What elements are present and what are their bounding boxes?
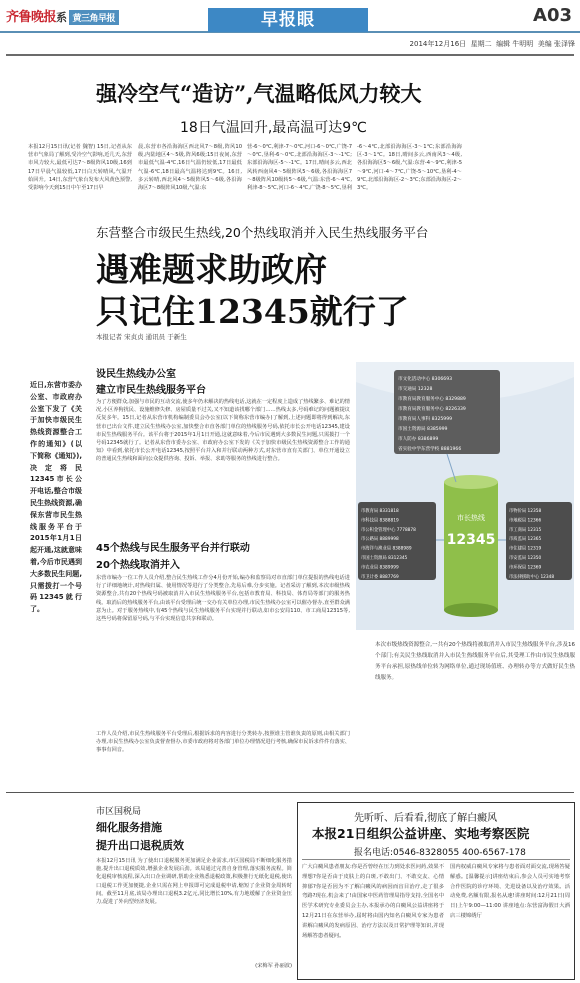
story2-headline-line1: 遇难题求助政府 bbox=[96, 250, 327, 289]
dept-hotline-item: 市文化活动中心 8306693 bbox=[398, 377, 453, 382]
dept-hotline-item: 市安监局 12350 bbox=[509, 556, 542, 561]
story3-kicker: 市区国税局 bbox=[96, 807, 142, 817]
issue-weekday: 星期二 bbox=[470, 40, 492, 48]
story2-kicker: 东营整合市级民生热线,20个热线取消并入民生热线服务平台 bbox=[96, 225, 429, 240]
dept-hotline-item: 市教育局教育服务中心 8329889 bbox=[398, 397, 466, 402]
editor-credit: 编辑 牛明明 bbox=[496, 40, 534, 48]
left-dept-box bbox=[358, 502, 436, 580]
dept-hotline-item: 市人防办 8386899 bbox=[398, 437, 439, 442]
section-rule bbox=[6, 792, 574, 793]
hotline-cylinder bbox=[444, 475, 498, 617]
dept-hotline-item: 市公路局 8889998 bbox=[361, 537, 399, 543]
newspaper-logo bbox=[6, 6, 119, 25]
dept-hotline-item: 市工商局 12315 bbox=[509, 527, 542, 533]
dept-hotline-item: 市物价局 12358 bbox=[509, 509, 542, 514]
ad-subtitle: 先听听、后看看,彻底了解白癜风 bbox=[354, 813, 498, 824]
story1-column: 晨,东营市各沿海海区西北风7～8级,阵风10级,内陆地区4～5级,阵风6级;15日夜间,东营市最低气温-4℃,16日气温仍较低,17日最低气温-6℃,18日最高气温将达到9℃。16日,多云转晴,西北风4～5级阵风5～6级,各沿海海区7～8级阵风10级,气温:东 bbox=[138, 144, 242, 192]
ad-text-right: 国内权威白癜风专家将与患者面对面交流,现场答疑解惑。[温馨提示]讲座结束后,参会人员可实地考察合作医院的诊疗环境、先进设备以及治疗效果。活动免费,名额有限,报名从速!讲座时间:12月21日(周日)上午9:00—11:00 讲座地点:东营富海假日大酒店三楼锦绣厅 bbox=[450, 864, 570, 919]
story2-subhead-b1: 45个热线与民生服务平台并行联动 bbox=[96, 543, 250, 554]
story1-subhead: 18日气温回升,最高温可达9℃ bbox=[180, 120, 367, 136]
dept-hotline-item: 市农业局 8389999 bbox=[361, 565, 399, 571]
brand-series: 系 bbox=[56, 11, 67, 24]
story3-headline-line2: 提升出口退税质效 bbox=[96, 839, 184, 852]
dept-hotline-item: 市卫计委 8887769 bbox=[361, 574, 399, 580]
dept-hotline-item: 市国土资源局 8312345 bbox=[361, 556, 408, 561]
brand-name: 齐鲁晚报 bbox=[6, 10, 57, 25]
story1-column: -6～4℃,北部沿海海区-3～1℃;东部沿海海区-3～1℃。18日,晴间多云,西南风3～4级,各沿海海区5～6级,气温:东营-4～9℃,利津-5～9℃,河口-4～7℃,广饶-5～10℃,垦利-4～9℃,北部沿海海区-2～3℃;东部沿海海区-2～3℃。 bbox=[357, 144, 462, 192]
story3-headline-line1: 细化服务措施 bbox=[96, 821, 162, 834]
ad-box bbox=[297, 802, 575, 980]
story1-column: 营-6～0℃,利津-7～0℃,河口-6～0℃,广饶-7～0℃,垦利-6～0℃,北部沿海海区-3～-1℃;东部沿海海区-5～-1℃。17日,晴间多云,西北风转西南风4～5级阵风5～6级,各沿海海区7～8级阵风10级转5～6级,气温:东营-6～4℃,利津-8～5℃,河口-6～4℃,广饶-8～5℃,垦利 bbox=[247, 144, 352, 192]
hotline-center-label: 市长热线 bbox=[457, 514, 485, 522]
story2-body-a: 为了方便群众,加强与市民的互动交流,使多年仍未解决的热线电话,这就在一定程度上造成了热线繁多、难记的情况,小区养狗扰民、设施维修失修、房屋质量不过关,又不知道该找哪个部门……热线太多,号码难记的问题被提议反复多年。15日,记者从东营市机构编制委员会办公室(以下简称东营市编办)了解到,上述问题即将得到解决,东营市已出台文件,建立民生热线办公室,加快整合市直各部门单位的热线服务号码,依托市长公开电话12345,建设市民生热线服务平台。该平台将于2015年1月1日开通,这就意味着,今后市民遇到大多数民生问题,只需拨打一个号码12345就行了。记者从东营市委办公室、市政府办公室下发的《关于加快市级民生热线资源整合工作的通知》中看到,依托市长公开电话12345,按照平台并入和并行联动两种方式,对东营市直有关部门、单位开通设立的普通民生热线和面向公众提供咨询、投诉、举报、求助等服务的热线进行整合。 bbox=[96, 399, 350, 463]
masthead bbox=[0, 0, 580, 33]
dept-hotline-item: 市教育局人事科 8325999 bbox=[398, 417, 453, 422]
dept-hotline-item: 市环保局 12369 bbox=[509, 565, 542, 571]
story2-subhead-a2: 建立市民生热线服务平台 bbox=[96, 385, 206, 396]
dept-hotline-item: 市住建局 12319 bbox=[509, 546, 542, 552]
story3-signature: (宋梅军 孙丽波) bbox=[255, 963, 292, 969]
dept-hotline-item: 市地税局 12366 bbox=[509, 518, 542, 524]
dept-hotline-item: 市法律援助中心 12348 bbox=[509, 574, 555, 580]
story2-body-c: 工作人员介绍,市民生热线服务平台受理后,根据诉求的内容进行分类转办,按照谁主管谁负责的原则,由相关部门办理,市民生热线办公室负责督查督办,市委市政府将对各部门单位办理情况进行考核,确保市民诉求件件有落实、事事有回音。 bbox=[96, 731, 350, 754]
story2-headline-line2: 只记住12345就行了 bbox=[96, 292, 409, 331]
story2-byline: 本报记者 宋贞贞 通讯员 于新生 bbox=[96, 333, 187, 341]
story2-subhead-b2: 20个热线取消并入 bbox=[96, 560, 180, 571]
story2-body-b: 东营市编办一位工作人员介绍,整合民生热线工作分4月份开始,编办和监察局对市直部门单位提报的热线电话进行了详细地统计,对热线归属、使用情况等进行了分类整合,先易后难,分步实施。记者采访了解到,本次市级热线资源整合,共有20个热线号码被取消并入市民生热线服务平台,包括市教育局、科技局、体育局等部门的服务热线。取消后的热线服务平台,由该平台受理后统一交办有关单位办理,市民生热线办公室可以催办督办,直至群众满意为止。对于服务热线中,有45个热线与民生热线服务平台实现并行联动,如市公安局110、市工商局12315等,这些号码将保留原号码,与平台实现信息共享和联动。 bbox=[96, 575, 350, 623]
section-title: 早报眼 bbox=[208, 8, 368, 32]
ad-divider bbox=[302, 859, 570, 860]
story3-body: 本报12月15日讯 为了使出口退税服务更加满足企业需求,市区国税局不断细化服务措施,提升出口退税质效,增强企业发展后劲。该局通过完善自身管理,落实服务流程。简化退税审核流程,深入出口企业调研,帮助企业熟悉退税政策,积极推行无纸化退税,使出口退税工作更加便捷,企业只需在网上申报即可完成退税申请,缩短了企业资金周转时间。截至11月底,该局办理出口退税3.2亿元,同比增长10%,有力地缓解了企业资金压力,促进了外向型经济发展。 bbox=[96, 858, 292, 906]
brand-tag: 黄三角早报 bbox=[69, 10, 120, 25]
story1-column: 本报12月15日讯(记者 魏智) 15日,记者从东营市气象局了解到,受冷空气影响,近几天,东营市风力较大,最低可达7～8级阵风10级,16到17日早晨气温较低,17日白天转晴风,气温开始回升。14日,东营气象台发布大风黄色预警,受影响今天到15日中午至17日早 bbox=[28, 144, 132, 192]
ad-text-left: 广大白癜风患者朋友:你是否曾经在压力到处求医问药,效果不理想?你是否由于皮肤上的白斑,不敢出门、不敢交友、心情抑郁?你是否因为不了解白癜风的病因而盲目治疗,走了很多弯路?现在,机会来了!由国家中医药管理局指导支持,全国名中医学术研究专业委员会主办,本报承办的白癜风公益讲座将于12月21日在东营举办,届时将由国内知名白癜风专家为患者讲解白癜风的发病原因、治疗方法以及日常护理等知识,并现场解答患者疑问。 bbox=[302, 864, 444, 939]
page-number: A03 bbox=[533, 5, 572, 26]
right-dept-box bbox=[506, 502, 572, 580]
dept-hotline-item: 市国土资源局 8385999 bbox=[398, 427, 448, 432]
hotline-diagram bbox=[356, 362, 574, 630]
issue-date: 2014年12月16日 bbox=[409, 40, 467, 48]
dept-hotline-item: 市教育局教育服务中心 8226339 bbox=[398, 407, 466, 412]
design-credit: 美编 张泽锋 bbox=[537, 40, 575, 48]
dept-hotline-item: 市质监局 12365 bbox=[509, 537, 542, 543]
editor-note: 近日,东营市委办公室、市政府办公室下发了《关于加快市级民生热线资源整合工作的通知》(以下简称《通知》),决定将民12345市长公开电话,整合市级民生热线资源,确保东营市民生热线服务平台于2015年1月1日起开通,这就意味着,今后市民遇到大多数民生问题,只需拨打一个号码12345就行了。 bbox=[30, 381, 82, 614]
dept-hotline-item: 市科技局 8388819 bbox=[361, 518, 399, 524]
story1-headline: 强冷空气“造访”,气温略低风力较大 bbox=[96, 81, 422, 106]
top-dept-box bbox=[394, 370, 500, 454]
story2-subhead-a1: 设民生热线办公室 bbox=[96, 369, 176, 380]
dept-hotline-item: 市教育局 8331818 bbox=[361, 509, 399, 514]
dept-hotline-item: 市公积金管理中心 7778878 bbox=[361, 527, 416, 533]
ad-title: 本报21日组织公益讲座、实地考察医院 bbox=[312, 826, 530, 841]
hotline-center-number: 12345 bbox=[446, 532, 496, 548]
ad-phone: 报名电话:0546-8328055 400-6567-178 bbox=[354, 848, 526, 858]
dept-hotline-item: 市交通局 12328 bbox=[398, 387, 433, 392]
diagram-caption: 本次市级热线资源整合,一共有20个热线将被取消并入市民生热线服务平台,涉及16个部门;有关民生热线取消并入市民生热线服务平台后,其受理工作由市民生热线服务平台承担,原热线单位转为网络单位,通过现场值班、办理转办等方式做好民生热线服务。 bbox=[375, 642, 575, 681]
dateline bbox=[360, 39, 575, 49]
dept-hotline-item: 省实验中学东营学校 8881966 bbox=[398, 447, 462, 452]
header-rule bbox=[6, 54, 574, 56]
dept-hotline-item: 市海洋与渔业局 8388989 bbox=[361, 546, 412, 552]
